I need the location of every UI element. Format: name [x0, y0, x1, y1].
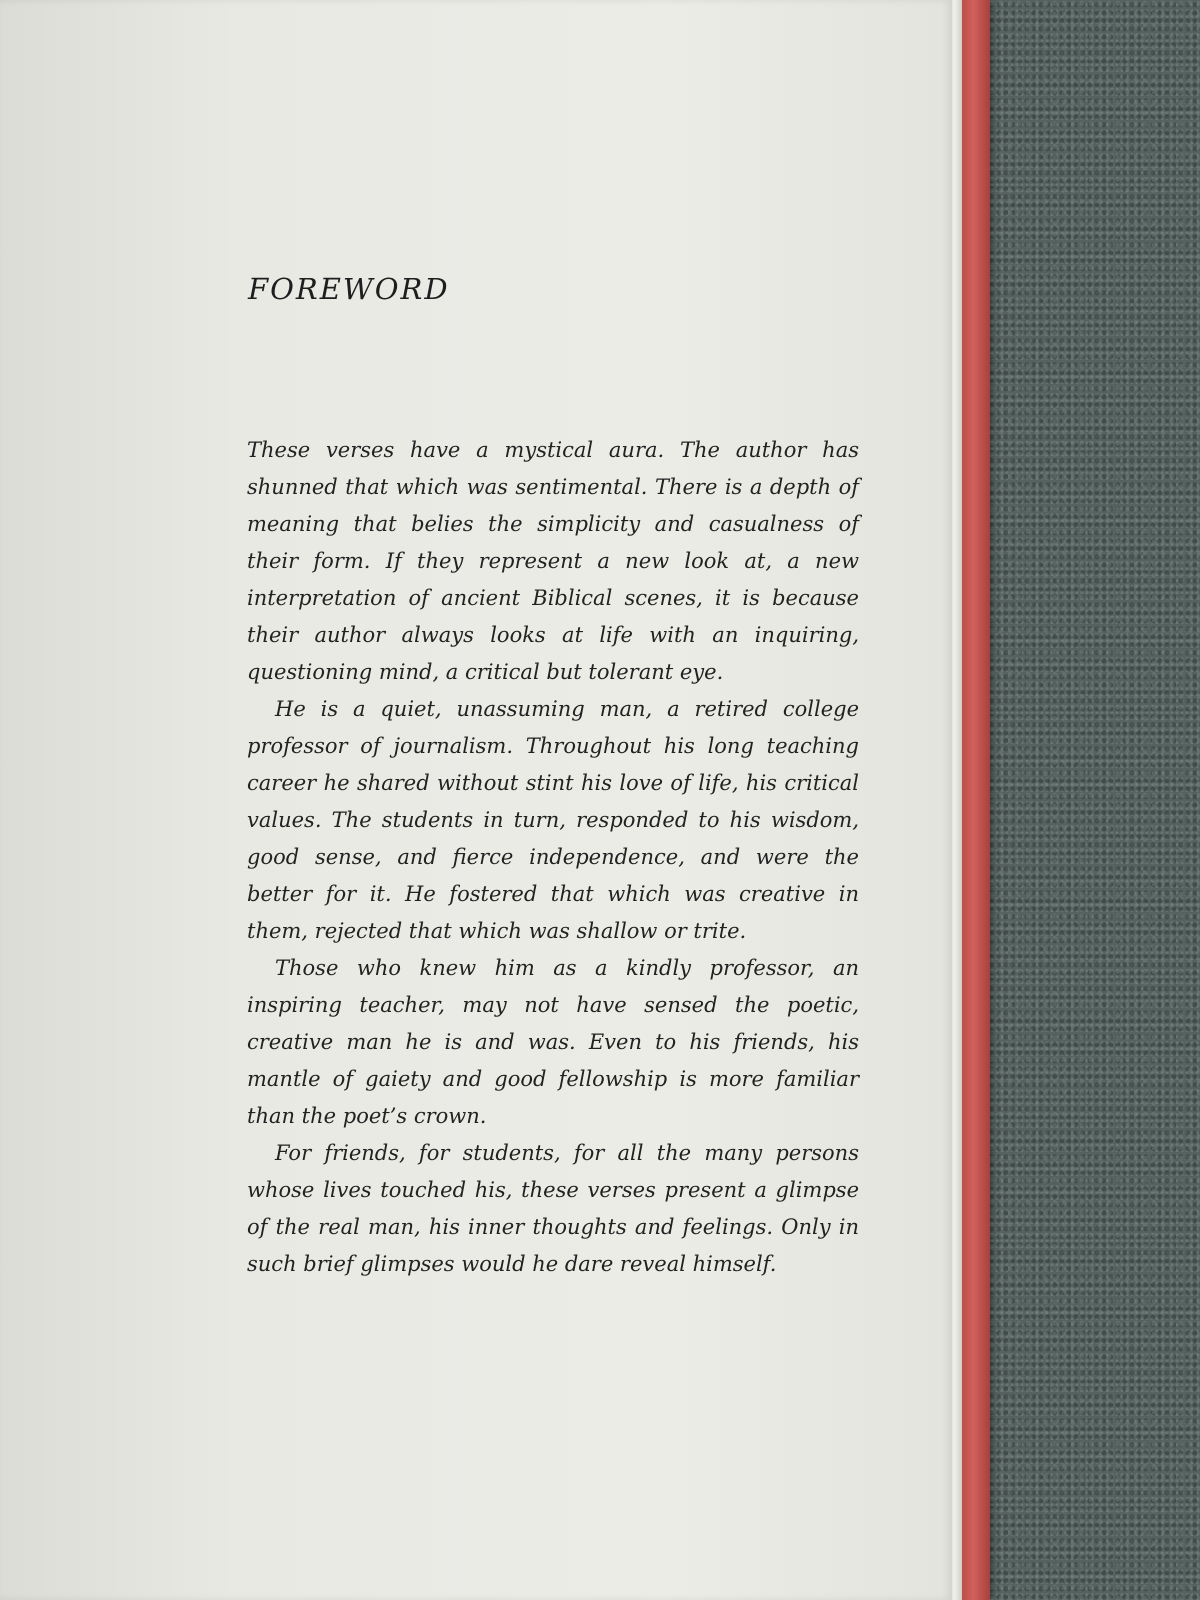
- foreword-paragraph-3: Those who knew him as a kindly professor, an inspiring teacher, may not have sensed the poetic, creative man he is and was. Even to his friends, his mantle of gaiety and good fellowship is more familiar than the poet’s crown.: [247, 956, 859, 1128]
- foreword-paragraph-1: These verses have a mystical aura. The author has shunned that which was sentimental. There is a depth of meaning that belies the simplicity and casualness of their form. If they represent a new look at, a new interpretation of ancient Biblical scenes, it is because their author always looks at life with an inquiring, questioning mind, a critical but tolerant eye.: [247, 438, 859, 684]
- foreword-paragraph-2: He is a quiet, unassuming man, a retired college professor of journalism. Throughout his long teaching career he shared without stint his love of life, his critical values. The students in turn, responded to his wisdom, good sense, and fierce independence, and were the better for it. He fostered that which was creative in them, rejected that which was shallow or trite.: [247, 697, 859, 943]
- foreword-body: [247, 432, 859, 1283]
- foreword-title: FOREWORD: [248, 272, 450, 306]
- book-cover-edge: [960, 0, 990, 1600]
- foreword-paragraph-4: For friends, for students, for all the many persons whose lives touched his, these verses present a glimpse of the real man, his inner thoughts and feelings. Only in such brief glimpses would he dare reveal himself.: [247, 1141, 859, 1276]
